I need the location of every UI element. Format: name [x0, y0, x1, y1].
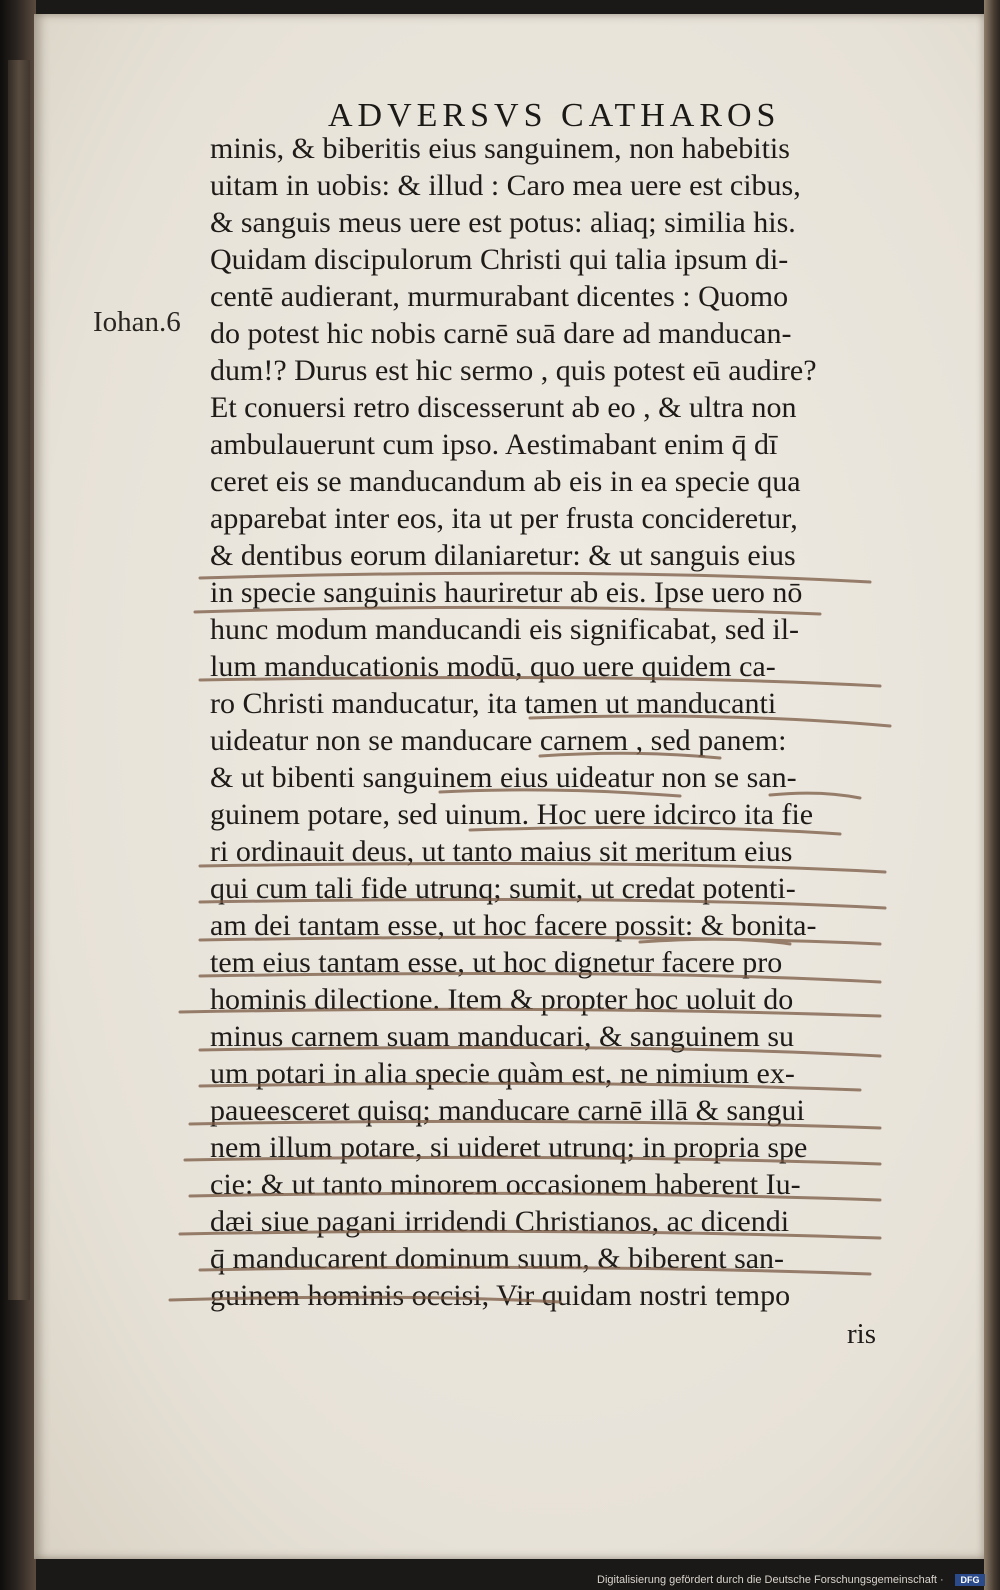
- text-line: & ut bibenti sanguinem eius uideatur non se san-: [210, 761, 797, 794]
- text-line: in specie sanguinis hauriretur ab eis. Ipse uero nō: [210, 576, 803, 609]
- text-line: ceret eis se manducandum ab eis in ea specie qua: [210, 465, 801, 498]
- text-line: hunc modum manducandi eis significabat, sed il-: [210, 613, 800, 646]
- digitization-credit: Digitalisierung gefördert durch die Deutsche Forschungsgemeinschaft ·: [597, 1574, 944, 1586]
- text-line: ro Christi manducatur, ita tamen ut manducanti: [210, 687, 777, 720]
- text-line: hominis dilectione. Item & propter hoc uoluit do: [210, 983, 794, 1016]
- margin-note: Iohan.6: [93, 306, 181, 338]
- text-line: lum manducationis modū, quo uere quidem ca-: [210, 650, 776, 683]
- text-line: cie: & ut tanto minorem occasionem haberent Iu-: [210, 1168, 801, 1201]
- dfg-logo: DFG: [955, 1574, 985, 1586]
- text-line: am dei tantam esse, ut hoc facere possit: & bonita-: [210, 909, 817, 942]
- text-line: paueesceret quisq; manducare carnē illā & sangui: [210, 1094, 805, 1127]
- text-line: dæi siue pagani irridendi Christianos, ac dicendi: [210, 1205, 790, 1238]
- text-line: nem illum potare, si uideret utrunq; in propria spe: [210, 1131, 808, 1164]
- text-line: uitam in uobis: & illud : Caro mea uere est cibus,: [210, 169, 801, 202]
- page-fore-edge: [984, 0, 1000, 1590]
- text-line: apparebat inter eos, ita ut per frusta concideretur,: [210, 502, 798, 535]
- text-line: guinem potare, sed uinum. Hoc uere idcirco ita fie: [210, 798, 814, 831]
- text-line: q̄ manducarent dominum suum, & biberent san-: [210, 1242, 785, 1275]
- text-line: minis, & biberitis eius sanguinem, non habebitis: [210, 132, 790, 165]
- text-line: ambulauerunt cum ipso. Aestimabant enim q̄ dī: [210, 428, 778, 461]
- text-line: & dentibus eorum dilaniaretur: & ut sanguis eius: [210, 539, 796, 572]
- text-line: do potest hic nobis carnē suā dare ad manducan-: [210, 317, 792, 350]
- text-line: ri ordinauit deus, ut tanto maius sit meritum eius: [210, 835, 793, 868]
- text-line: qui cum tali fide utrunq; sumit, ut credat potenti-: [210, 872, 796, 905]
- text-line: & sanguis meus uere est potus: aliaq; similia his.: [210, 206, 796, 239]
- catchword: ris: [847, 1318, 876, 1350]
- text-line: dum!? Durus est hic sermo , quis potest eū audire?: [210, 354, 817, 387]
- text-line: tem eius tantam esse, ut hoc dignetur facere pro: [210, 946, 783, 979]
- book-spine: [8, 60, 30, 1300]
- text-line: centē audierant, murmurabant dicentes : Quomo: [210, 280, 789, 313]
- text-line: um potari in alia specie quàm est, ne nimium ex-: [210, 1057, 795, 1090]
- running-head: ADVERSVS CATHAROS: [328, 97, 781, 134]
- text-line: Quidam discipulorum Christi qui talia ipsum di-: [210, 243, 789, 276]
- text-line: uideatur non se manducare carnem , sed panem:: [210, 724, 787, 757]
- text-line: Et conuersi retro discesserunt ab eo , & ultra non: [210, 391, 797, 424]
- text-line: guinem hominis occisi, Vir quidam nostri tempo: [210, 1279, 791, 1312]
- text-line: minus carnem suam manducari, & sanguinem su: [210, 1020, 795, 1053]
